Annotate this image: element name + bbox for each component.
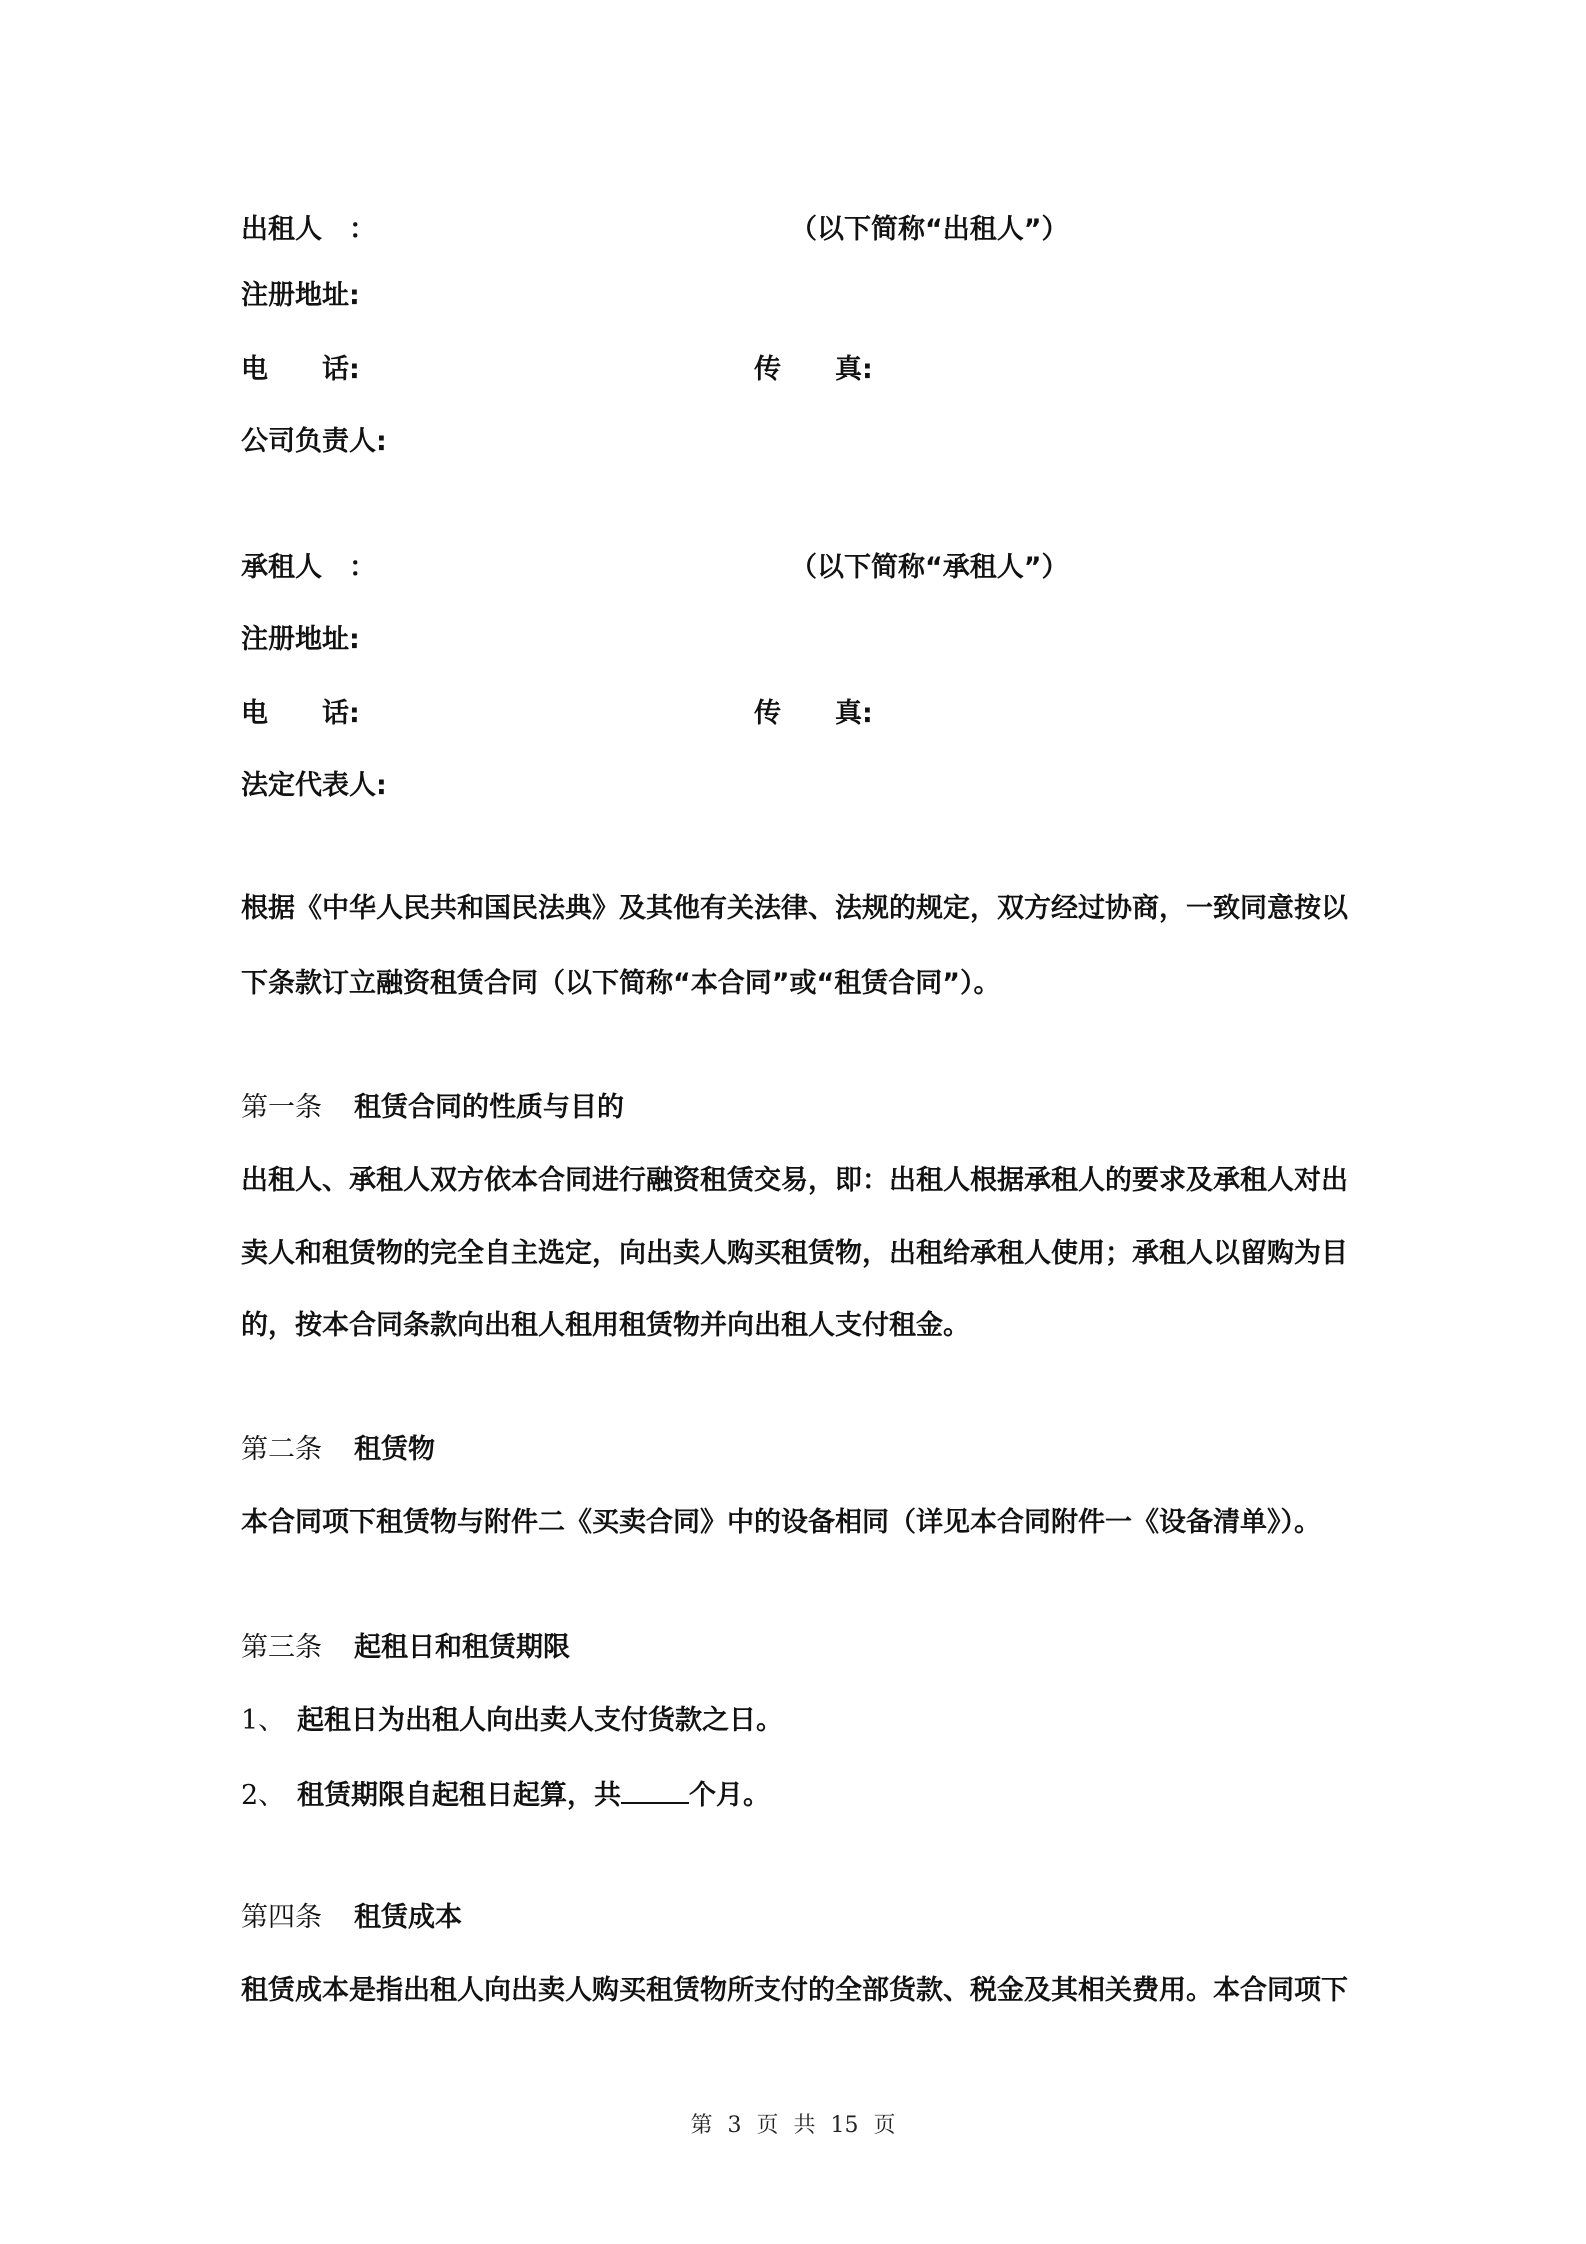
article-4-line-1: 租赁成本是指出租人向出卖人购买租赁物所支付的全部货款、税金及其相关费用。本合同项下 xyxy=(241,1975,1348,2006)
article-3-item-2-text-b: 个月。 xyxy=(689,1780,770,1811)
article-2-title: 租赁物 xyxy=(354,1434,435,1465)
article-3-number: 第三条 xyxy=(241,1632,322,1663)
lessor-address-label: 注册地址: xyxy=(241,280,360,311)
lessor-fax-label: 传 真: xyxy=(754,354,873,385)
article-2-heading xyxy=(241,1432,435,1468)
lessor-phone-label: 电 话: xyxy=(241,354,360,385)
article-3-item-2-text-a: 租赁期限自起租日起算，共 xyxy=(297,1780,621,1811)
article-1-number: 第一条 xyxy=(241,1092,322,1123)
article-2-line-1: 本合同项下租赁物与附件二《买卖合同》中的设备相同（详见本合同附件一《设备清单》）。 xyxy=(241,1507,1321,1538)
article-3-item-2 xyxy=(241,1776,770,1814)
article-1-line-2: 卖人和租赁物的完全自主选定，向出卖人购买租赁物，出租给承租人使用；承租人以留购为目 xyxy=(241,1238,1348,1269)
article-3-item-1-number: 1、 xyxy=(241,1705,286,1736)
article-2-number: 第二条 xyxy=(241,1434,322,1465)
article-1-line-3: 的，按本合同条款向出租人租用租赁物并向出租人支付租金。 xyxy=(241,1310,970,1341)
lessor-rep-label: 公司负责人: xyxy=(241,426,387,457)
article-4-heading xyxy=(241,1900,462,1936)
lessee-label: 承租人 ： xyxy=(241,552,376,583)
preamble-line-2: 下条款订立融资租赁合同（以下简称“本合同”或“租赁合同”）。 xyxy=(241,968,1001,999)
lessee-phone-label: 电 话: xyxy=(241,698,360,729)
preamble-line-1: 根据《中华人民共和国民法典》及其他有关法律、法规的规定，双方经过协商，一致同意按以 xyxy=(241,893,1348,924)
lessor-abbrev: （以下简称“出租人”） xyxy=(790,214,1069,245)
article-4-number: 第四条 xyxy=(241,1902,322,1933)
article-3-title: 起租日和租赁期限 xyxy=(354,1632,570,1663)
lessee-address-label: 注册地址: xyxy=(241,624,360,655)
article-1-line-1: 出租人、承租人双方依本合同进行融资租赁交易，即：出租人根据承租人的要求及承租人对出 xyxy=(241,1165,1348,1196)
lessee-abbrev: （以下简称“承租人”） xyxy=(790,552,1069,583)
lessor-line xyxy=(241,212,376,248)
lease-term-blank[interactable] xyxy=(621,1776,689,1804)
lessee-fax-label: 传 真: xyxy=(754,698,873,729)
article-3-item-2-number: 2、 xyxy=(241,1780,286,1811)
lessor-label: 出租人 ： xyxy=(241,214,376,245)
article-3-item-1-text: 起租日为出租人向出卖人支付货款之日。 xyxy=(297,1705,783,1736)
article-4-title: 租赁成本 xyxy=(354,1902,462,1933)
article-3-heading xyxy=(241,1630,570,1666)
article-3-item-1 xyxy=(241,1703,783,1739)
article-1-title: 租赁合同的性质与目的 xyxy=(354,1092,624,1123)
page-footer: 第 3 页 共 15 页 xyxy=(690,2113,896,2138)
lessee-rep-label: 法定代表人: xyxy=(241,770,387,801)
article-1-heading xyxy=(241,1090,624,1126)
